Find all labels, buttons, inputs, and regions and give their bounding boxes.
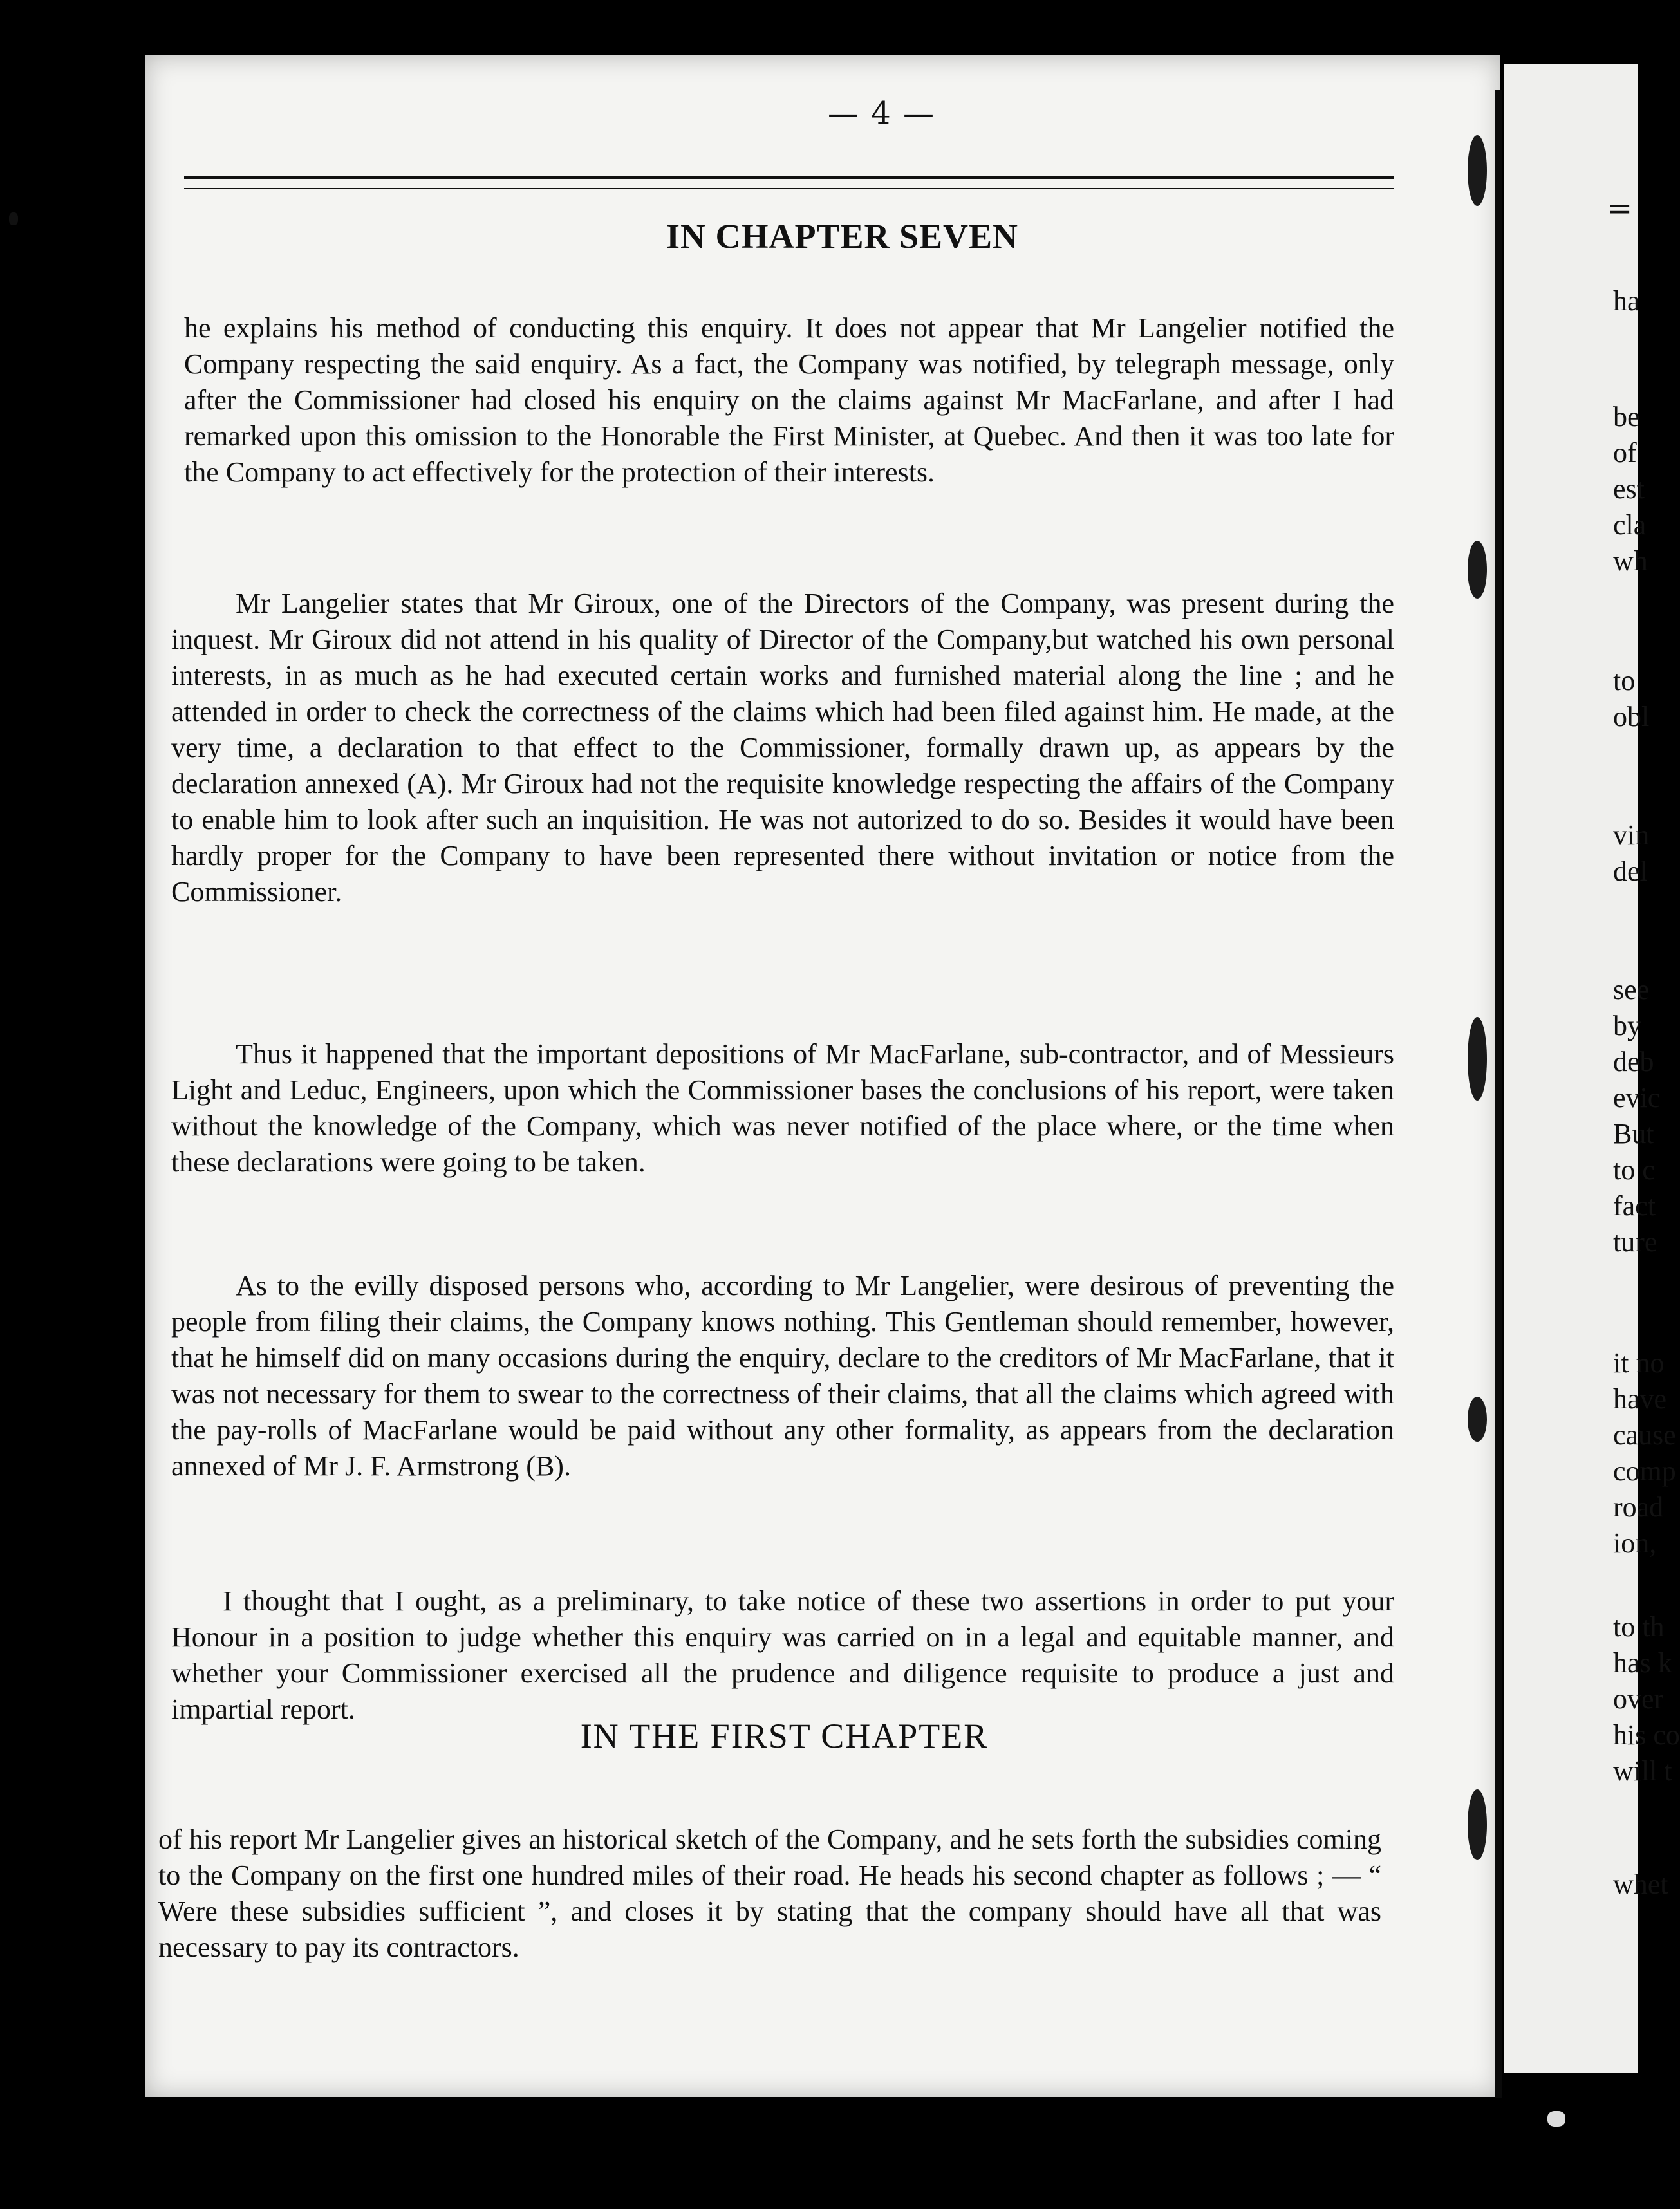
page-number: — 4 — (828, 95, 936, 131)
facing-fragment: whet (1613, 1869, 1668, 1900)
facing-fragment: cause (1613, 1419, 1676, 1451)
facing-page-dash: = (1607, 191, 1633, 227)
facing-fragment: will t (1613, 1755, 1672, 1787)
facing-fragment: ion, (1613, 1527, 1657, 1559)
heading-first-chapter: IN THE FIRST CHAPTER (580, 1717, 989, 1755)
facing-fragment: evic (1613, 1082, 1661, 1114)
header-rule-thin (184, 188, 1394, 189)
facing-fragment: over (1613, 1683, 1664, 1715)
facing-fragment: has k (1613, 1647, 1672, 1679)
facing-fragment: to th (1613, 1611, 1665, 1643)
facing-fragment: wh (1613, 545, 1648, 577)
facing-page-edge (1504, 64, 1680, 2073)
facing-fragment: But (1613, 1118, 1654, 1150)
facing-fragment: del (1613, 855, 1648, 887)
header-rule-thick (184, 176, 1394, 179)
facing-fragment: ha (1613, 285, 1640, 317)
facing-fragment: vin (1613, 819, 1650, 851)
facing-fragment: fact (1613, 1190, 1656, 1222)
binding-gutter (1495, 90, 1502, 2098)
facing-fragment: comp (1613, 1455, 1676, 1487)
paragraph-5: I thought that I ought, as a preliminary, to take notice of these two assertions in order to put your Honour in a position to judge whether this enquiry was carried on in a legal and equitable manner, and whether your Commissioner exercised all the prudence and diligence requisite to produce a just and impartial report. (171, 1585, 1394, 1725)
facing-fragment: est (1613, 473, 1645, 505)
facing-fragment: have (1613, 1383, 1667, 1415)
ink-blot (1468, 1789, 1487, 1860)
paragraph-6: of his report Mr Langelier gives an historical sketch of the Company, and he sets forth the subsidies coming to the Company on the first one hundred miles of their road. He heads his second chapter as follows ; — “ Were these subsidies sufficient ”, and closes it by stating that the company should have all that was necessary to pay its contractors. (158, 1823, 1381, 1963)
paragraph-2: Mr Langelier states that Mr Giroux, one of the Directors of the Company, was present during the inquest. Mr Giroux did not attend in his quality of Director of the Company,but watched his own personal interests, in as much as he had executed certain works and furnished material along the line ; and he attended in order to check the correctness of the claims which had been filed against him. He made, at the very time, a declaration to that effect to the Commissioner, formally drawn up, as appears by the declaration annexed (A). Mr Giroux had not the requisite knowledge respecting the affairs of the Company to enable him to look after such an inquisition. He was not autorized to do so. Besides it would have been hardly proper for the Company to have been represented there without invitation or notice from the Commissioner. (171, 588, 1394, 908)
facing-fragment: to c (1613, 1154, 1655, 1186)
left-page (145, 55, 1500, 2097)
ink-blot (1468, 1397, 1487, 1442)
facing-fragment: cla (1613, 509, 1647, 541)
paragraph-1: he explains his method of conducting this enquiry. It does not appear that Mr Langelier notified the Company respecting the said enquiry. As a fact, the Company was notified, by telegraph message, only after the Commissioner had closed his enquiry on the claims against Mr MacFarlane, and after I had remarked upon this omission to the Honorable the First Minister, at Quebec. And then it was too late for the Company to act effectively for the protection of their interests. (184, 312, 1394, 488)
facing-fragment: deb (1613, 1046, 1654, 1077)
facing-fragment: be (1613, 401, 1640, 433)
facing-fragment: it no (1613, 1347, 1665, 1379)
scan-speck (9, 212, 18, 225)
facing-fragment: by (1613, 1010, 1641, 1041)
heading-chapter-seven: IN CHAPTER SEVEN (666, 217, 1019, 256)
paragraph-3: Thus it happened that the important depositions of Mr MacFarlane, sub-contractor, and of Messieurs Light and Leduc, Engineers, upon which the Commissioner bases the conclusions of his report, were taken without the knowledge of the Company, which was never notified of the place where, or the time when these declarations were going to be taken. (171, 1038, 1394, 1178)
facing-fragment: obl (1613, 701, 1650, 732)
facing-fragment: ture (1613, 1226, 1657, 1258)
paragraph-4: As to the evilly disposed persons who, according to Mr Langelier, were desirous of preventing the people from filing their claims, the Company knows nothing. This Gentleman should remember, however, that he himself did on many occasions during the enquiry, declare to the creditors of Mr MacFarlane, that it was not necessary for them to swear to the correctness of their claims, that all the claims which agreed with the pay-rolls of MacFarlane would be paid without any other formality, as appears from the declaration annexed of Mr J. F. Armstrong (B). (171, 1270, 1394, 1482)
facing-fragment: see (1613, 974, 1650, 1005)
ink-blot (1468, 135, 1487, 206)
scan-speck (1547, 2111, 1565, 2127)
ink-blot (1468, 541, 1487, 599)
ink-blot (1468, 1017, 1487, 1101)
facing-fragment: of (1613, 437, 1637, 469)
facing-fragment: his co (1613, 1719, 1680, 1751)
facing-fragment: road (1613, 1491, 1664, 1523)
facing-fragment: to (1613, 665, 1636, 696)
